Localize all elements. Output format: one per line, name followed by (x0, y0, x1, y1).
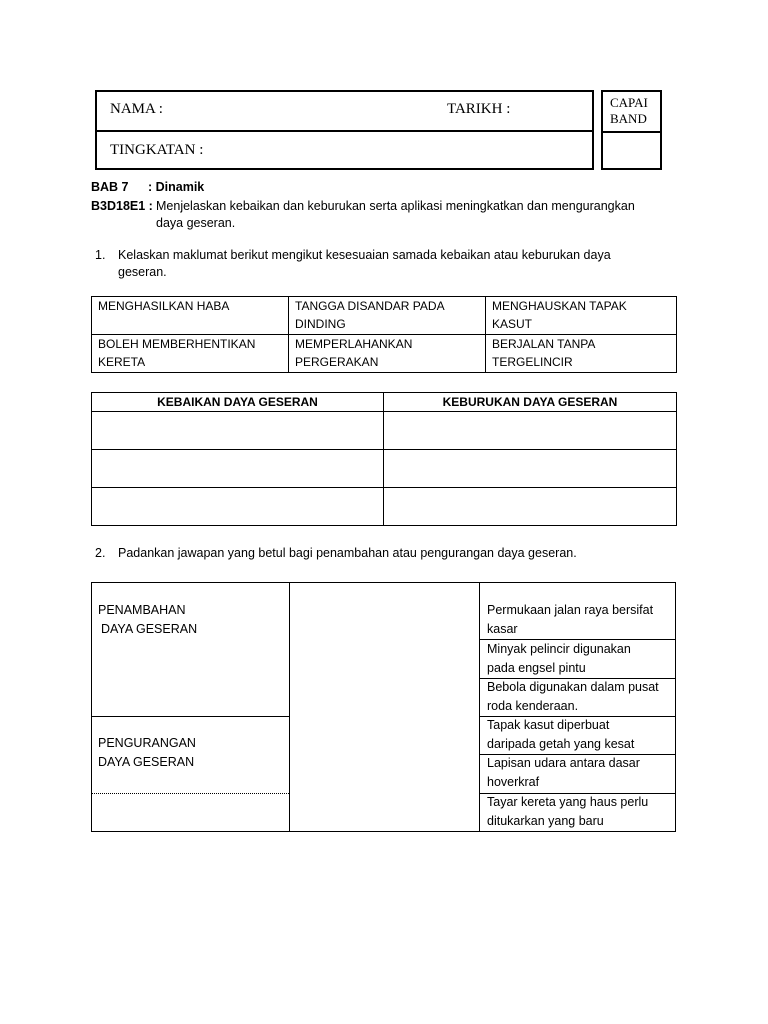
capai-label: CAPAI (610, 95, 648, 110)
q1-items-table (91, 296, 677, 373)
option-line: Permukaan jalan raya bersifat (487, 603, 654, 617)
band-divider (601, 131, 662, 133)
table-row (92, 488, 677, 526)
penambahan-line-1: PENAMBAHAN (98, 603, 186, 617)
table-row (92, 393, 677, 412)
list-item (487, 793, 648, 831)
option-line: kasar (487, 622, 518, 636)
pengurangan-label (98, 734, 196, 772)
list-item (487, 754, 640, 792)
matching-border (91, 716, 289, 717)
matching-border (91, 831, 676, 832)
list-item (487, 640, 631, 678)
table-row (92, 297, 677, 335)
q1-text-line-2: geseran. (118, 265, 167, 279)
tingkatan-label: TINGKATAN : (110, 142, 204, 158)
option-line: Lapisan udara antara dasar (487, 756, 640, 770)
item-cell: TANGGA DISANDAR PADA DINDING (289, 297, 486, 335)
penambahan-label (98, 601, 197, 639)
q1-number: 1. (95, 248, 106, 262)
q2-text: Padankan jawapan yang betul bagi penambahan atau pengurangan daya geseran. (118, 546, 577, 560)
option-line: Minyak pelincir digunakan (487, 642, 631, 656)
item-cell: BERJALAN TANPA TERGELINCIR (486, 335, 677, 373)
bab-label: BAB 7 (91, 180, 129, 194)
option-line: hoverkraf (487, 775, 540, 789)
objective-line-1: Menjelaskan kebaikan dan keburukan serta aplikasi meningkatkan dan mengurangkan (156, 199, 635, 213)
tarikh-label: TARIKH : (447, 101, 511, 117)
answer-cell[interactable] (92, 450, 384, 488)
student-info-divider (95, 130, 594, 132)
option-line: Tapak kasut diperbuat (487, 718, 610, 732)
pengurangan-line-2: DAYA GESERAN (98, 755, 195, 769)
option-line: pada engsel pintu (487, 661, 586, 675)
matching-border (479, 583, 480, 832)
answer-cell[interactable] (384, 488, 677, 526)
item-cell: MENGHAUSKAN TAPAK KASUT (486, 297, 677, 335)
item-cell: MEMPERLAHANKAN PERGERAKAN (289, 335, 486, 373)
kebaikan-header: KEBAIKAN DAYA GESERAN (92, 393, 384, 412)
answer-cell[interactable] (384, 450, 677, 488)
table-row (92, 450, 677, 488)
matching-border (675, 583, 676, 832)
objective-code: B3D18E1 : (91, 199, 153, 213)
table-row (92, 412, 677, 450)
q1-text-line-1: Kelaskan maklumat berikut mengikut kesesuaian samada kebaikan atau keburukan daya (118, 248, 611, 262)
penambahan-line-2: DAYA GESERAN (101, 622, 198, 636)
item-cell: MENGHASILKAN HABA (92, 297, 289, 335)
pengurangan-line-1: PENGURANGAN (98, 736, 196, 750)
objective-line-2: daya geseran. (156, 216, 236, 230)
item-cell: BOLEH MEMBERHENTIKAN KERETA (92, 335, 289, 373)
keburukan-header: KEBURUKAN DAYA GESERAN (384, 393, 677, 412)
q2-number: 2. (95, 546, 106, 560)
list-item (487, 716, 634, 754)
nama-label: NAMA : (110, 101, 163, 117)
option-line: Tayar kereta yang haus perlu (487, 795, 649, 809)
list-item (487, 678, 659, 716)
matching-border (91, 793, 289, 794)
option-line: roda kenderaan. (487, 699, 579, 713)
option-line: daripada getah yang kesat (487, 737, 635, 751)
band-label: BAND (610, 111, 647, 126)
option-line: ditukarkan yang baru (487, 814, 604, 828)
answer-cell[interactable] (92, 488, 384, 526)
q1-answer-table (91, 392, 677, 526)
option-line: Bebola digunakan dalam pusat (487, 680, 659, 694)
list-item (487, 601, 653, 639)
answer-cell[interactable] (92, 412, 384, 450)
matching-border (289, 583, 290, 832)
matching-border (91, 583, 92, 832)
answer-cell[interactable] (384, 412, 677, 450)
table-row (92, 335, 677, 373)
bab-title: : Dinamik (148, 180, 205, 194)
